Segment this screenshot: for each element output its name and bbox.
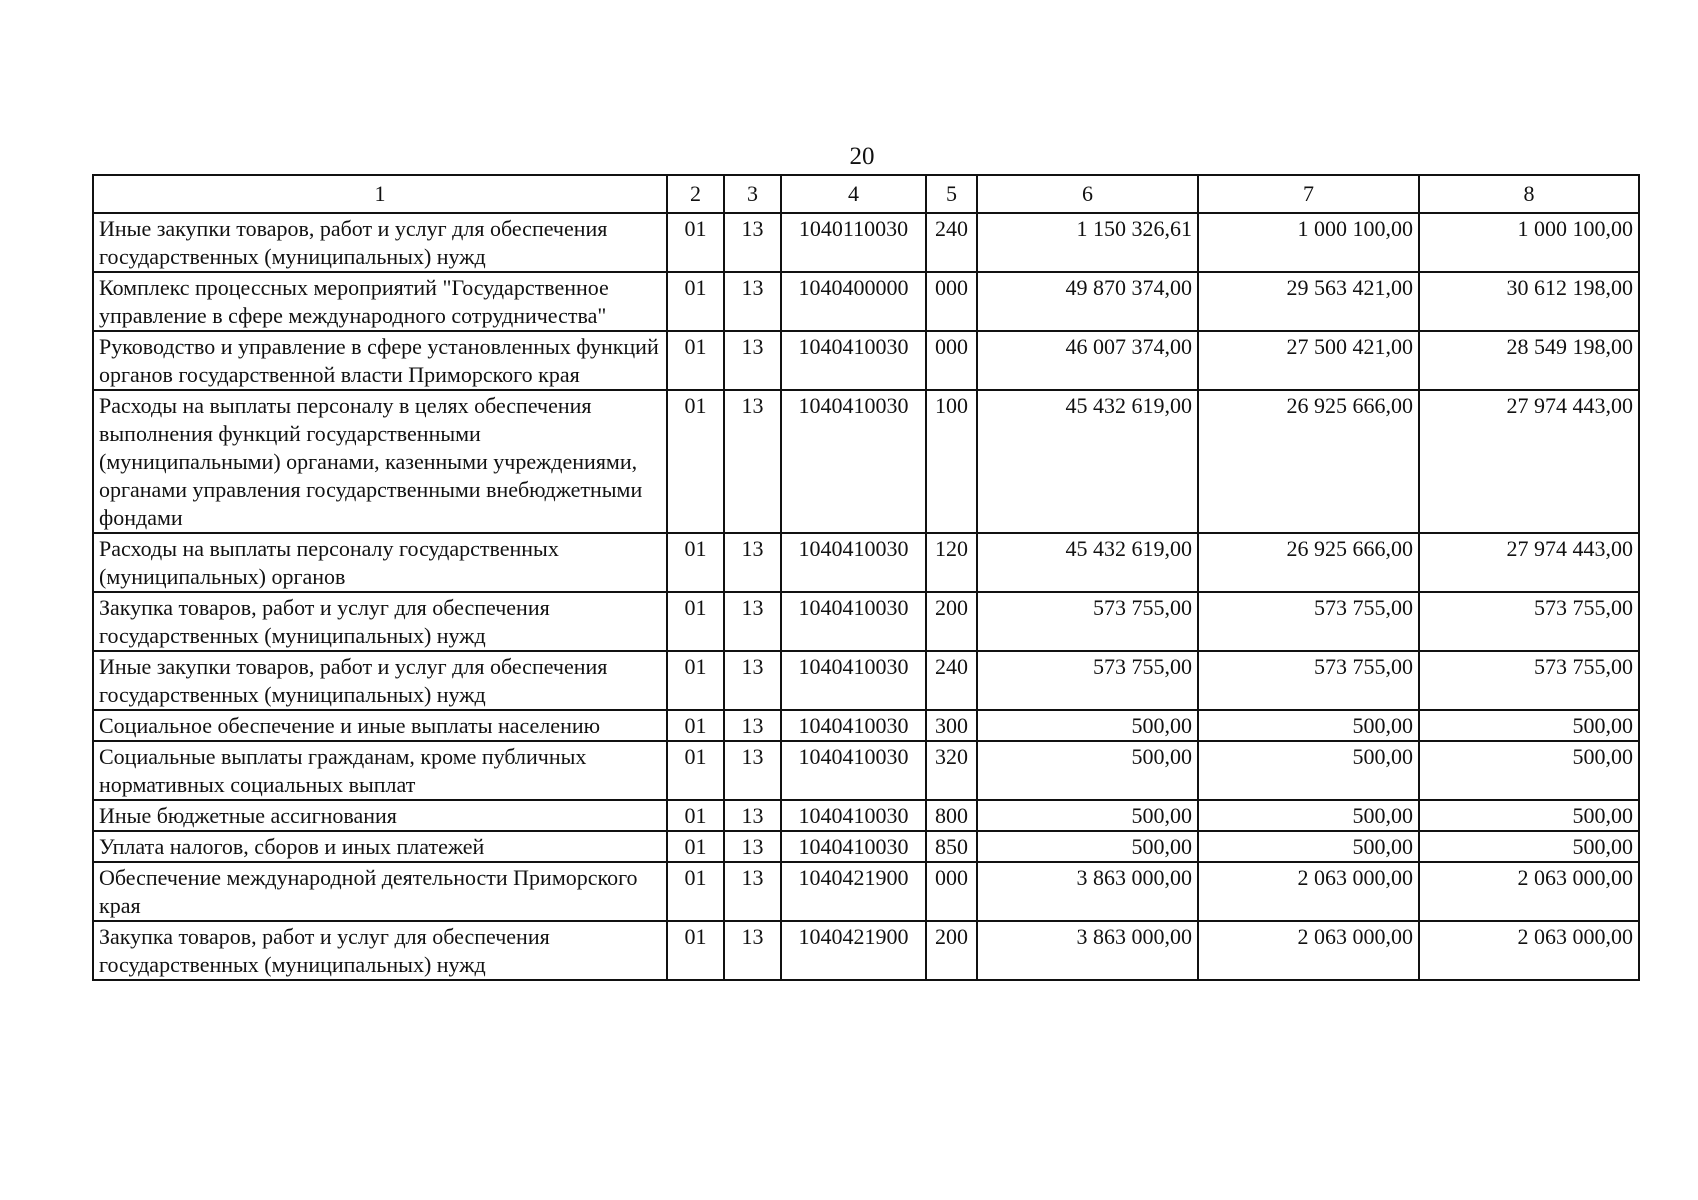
expense-type-code: 000 [926,331,977,390]
expense-type-code: 200 [926,592,977,651]
amount-col-7: 26 925 666,00 [1198,390,1419,533]
amount-col-6: 500,00 [977,741,1198,800]
amount-col-6: 500,00 [977,831,1198,862]
target-article-code: 1040410030 [781,741,926,800]
section-code: 01 [667,272,724,331]
target-article-code: 1040410030 [781,592,926,651]
column-header-3: 3 [724,175,781,213]
column-header-7: 7 [1198,175,1419,213]
amount-col-6: 500,00 [977,800,1198,831]
table-row [93,862,1639,921]
table-row [93,921,1639,980]
amount-col-8: 500,00 [1419,741,1639,800]
amount-col-8: 27 974 443,00 [1419,533,1639,592]
amount-col-7: 500,00 [1198,741,1419,800]
row-name: Закупка товаров, работ и услуг для обеспечения государственных (муниципальных) нужд [93,592,667,651]
amount-col-8: 2 063 000,00 [1419,862,1639,921]
amount-col-8: 500,00 [1419,710,1639,741]
budget-table [92,174,1640,981]
amount-col-6: 45 432 619,00 [977,390,1198,533]
target-article-code: 1040410030 [781,710,926,741]
subsection-code: 13 [724,862,781,921]
amount-col-7: 573 755,00 [1198,651,1419,710]
subsection-code: 13 [724,272,781,331]
amount-col-7: 573 755,00 [1198,592,1419,651]
target-article-code: 1040421900 [781,921,926,980]
amount-col-7: 500,00 [1198,800,1419,831]
subsection-code: 13 [724,331,781,390]
row-name: Обеспечение международной деятельности Приморского края [93,862,667,921]
column-header-4: 4 [781,175,926,213]
column-header-1: 1 [93,175,667,213]
target-article-code: 1040400000 [781,272,926,331]
section-code: 01 [667,592,724,651]
amount-col-8: 27 974 443,00 [1419,390,1639,533]
amount-col-8: 500,00 [1419,831,1639,862]
section-code: 01 [667,741,724,800]
amount-col-8: 2 063 000,00 [1419,921,1639,980]
amount-col-7: 2 063 000,00 [1198,921,1419,980]
table-row [93,592,1639,651]
target-article-code: 1040421900 [781,862,926,921]
section-code: 01 [667,831,724,862]
target-article-code: 1040410030 [781,651,926,710]
expense-type-code: 000 [926,272,977,331]
target-article-code: 1040110030 [781,213,926,272]
target-article-code: 1040410030 [781,800,926,831]
header-row [93,175,1639,213]
subsection-code: 13 [724,213,781,272]
table-row [93,831,1639,862]
amount-col-8: 500,00 [1419,800,1639,831]
expense-type-code: 120 [926,533,977,592]
column-header-2: 2 [667,175,724,213]
amount-col-8: 573 755,00 [1419,592,1639,651]
table-row [93,533,1639,592]
expense-type-code: 320 [926,741,977,800]
row-name: Иные бюджетные ассигнования [93,800,667,831]
amount-col-7: 29 563 421,00 [1198,272,1419,331]
expense-type-code: 200 [926,921,977,980]
column-header-8: 8 [1419,175,1639,213]
table-row [93,213,1639,272]
row-name: Расходы на выплаты персоналу государственных (муниципальных) органов [93,533,667,592]
table-row [93,710,1639,741]
expense-type-code: 300 [926,710,977,741]
amount-col-7: 27 500 421,00 [1198,331,1419,390]
amount-col-6: 573 755,00 [977,592,1198,651]
subsection-code: 13 [724,390,781,533]
amount-col-7: 1 000 100,00 [1198,213,1419,272]
amount-col-7: 500,00 [1198,831,1419,862]
table-row [93,331,1639,390]
section-code: 01 [667,800,724,831]
amount-col-7: 26 925 666,00 [1198,533,1419,592]
section-code: 01 [667,331,724,390]
target-article-code: 1040410030 [781,533,926,592]
page-number: 20 [849,143,875,170]
amount-col-8: 573 755,00 [1419,651,1639,710]
table-row [93,651,1639,710]
row-name: Закупка товаров, работ и услуг для обеспечения государственных (муниципальных) нужд [93,921,667,980]
subsection-code: 13 [724,592,781,651]
section-code: 01 [667,213,724,272]
table-row [93,800,1639,831]
subsection-code: 13 [724,651,781,710]
row-name: Расходы на выплаты персоналу в целях обеспечения выполнения функций государственными (муниципальными) органами, казенными учреждениями, органами управления государственными внебюджетными фондами [93,390,667,533]
column-header-6: 6 [977,175,1198,213]
expense-type-code: 800 [926,800,977,831]
row-name: Уплата налогов, сборов и иных платежей [93,831,667,862]
table-row [93,390,1639,533]
amount-col-8: 1 000 100,00 [1419,213,1639,272]
amount-col-6: 49 870 374,00 [977,272,1198,331]
expense-type-code: 850 [926,831,977,862]
amount-col-6: 573 755,00 [977,651,1198,710]
subsection-code: 13 [724,831,781,862]
amount-col-6: 3 863 000,00 [977,921,1198,980]
target-article-code: 1040410030 [781,390,926,533]
row-name: Социальное обеспечение и иные выплаты населению [93,710,667,741]
section-code: 01 [667,862,724,921]
row-name: Социальные выплаты гражданам, кроме публичных нормативных социальных выплат [93,741,667,800]
expense-type-code: 000 [926,862,977,921]
amount-col-8: 30 612 198,00 [1419,272,1639,331]
expense-type-code: 240 [926,651,977,710]
section-code: 01 [667,651,724,710]
section-code: 01 [667,710,724,741]
table-header [93,175,1639,213]
amount-col-6: 46 007 374,00 [977,331,1198,390]
amount-col-7: 500,00 [1198,710,1419,741]
column-header-5: 5 [926,175,977,213]
subsection-code: 13 [724,921,781,980]
section-code: 01 [667,533,724,592]
target-article-code: 1040410030 [781,831,926,862]
target-article-code: 1040410030 [781,331,926,390]
row-name: Руководство и управление в сфере установленных функций органов государственной власти Приморского края [93,331,667,390]
section-code: 01 [667,921,724,980]
expense-type-code: 240 [926,213,977,272]
section-code: 01 [667,390,724,533]
table-row [93,741,1639,800]
row-name: Иные закупки товаров, работ и услуг для обеспечения государственных (муниципальных) нужд [93,213,667,272]
row-name: Иные закупки товаров, работ и услуг для обеспечения государственных (муниципальных) нужд [93,651,667,710]
subsection-code: 13 [724,710,781,741]
subsection-code: 13 [724,533,781,592]
amount-col-6: 3 863 000,00 [977,862,1198,921]
amount-col-6: 1 150 326,61 [977,213,1198,272]
amount-col-6: 45 432 619,00 [977,533,1198,592]
expense-type-code: 100 [926,390,977,533]
amount-col-7: 2 063 000,00 [1198,862,1419,921]
subsection-code: 13 [724,800,781,831]
amount-col-6: 500,00 [977,710,1198,741]
table-body [93,213,1639,980]
table-row [93,272,1639,331]
row-name: Комплекс процессных мероприятий "Государственное управление в сфере международного сотрудничества" [93,272,667,331]
amount-col-8: 28 549 198,00 [1419,331,1639,390]
subsection-code: 13 [724,741,781,800]
